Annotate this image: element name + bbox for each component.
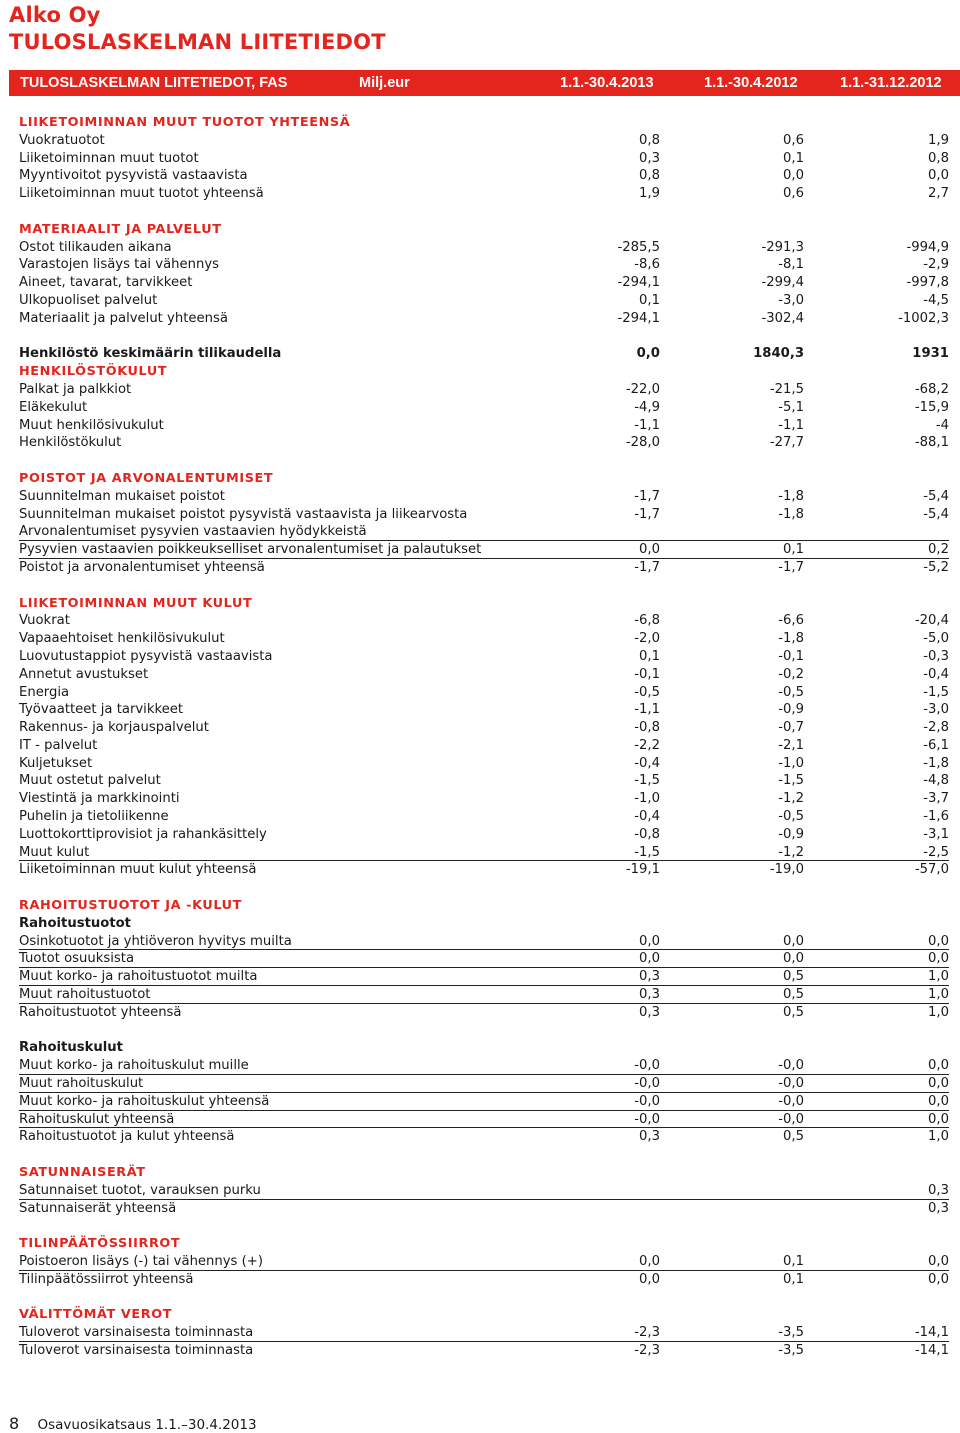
table-header-label: TULOSLASKELMAN LIITETIEDOT, FAS (20, 75, 288, 91)
table-row (19, 790, 949, 808)
table-row (19, 239, 949, 257)
value-cell: 0,1 (639, 648, 660, 664)
value-cell: 0,0 (636, 346, 660, 362)
value-cell: -2,9 (923, 257, 949, 273)
table-row (19, 701, 949, 719)
value-cell: 0,0 (639, 933, 660, 949)
value-cell: -0,3 (923, 648, 949, 664)
row-label: Puhelin ja tietoliikenne (19, 809, 169, 825)
table-row (19, 256, 949, 274)
value-cell: -5,0 (923, 631, 949, 647)
section-heading (19, 470, 949, 488)
spacer-row (19, 328, 949, 346)
table-row (19, 1004, 949, 1022)
subheading-row (19, 345, 949, 363)
row-label: IT - palvelut (19, 737, 98, 753)
value-cell: -1,2 (778, 844, 804, 860)
row-label: Suunnitelman mukaiset poistot (19, 488, 225, 504)
value-cell: 0,0 (928, 1254, 949, 1269)
spacer-row (19, 452, 949, 470)
row-label: Annetut avustukset (19, 666, 149, 682)
table-row (19, 381, 949, 399)
value-cell: -294,1 (617, 275, 660, 291)
value-cell: -3,0 (923, 702, 949, 718)
value-cell: 0,5 (783, 1129, 804, 1145)
value-cell: -0,1 (634, 666, 660, 682)
table-row (19, 612, 949, 630)
row-label: Tilinpäätössiirrot yhteensä (19, 1271, 194, 1287)
spacer-row (19, 879, 949, 897)
value-cell: -0,7 (778, 720, 804, 736)
table-row (19, 292, 949, 310)
value-cell: -1,0 (634, 791, 660, 807)
value-cell: 1,0 (928, 1004, 949, 1020)
value-cell: -5,1 (778, 399, 804, 415)
value-cell: 0,0 (783, 933, 804, 949)
value-cell: -1,8 (778, 631, 804, 647)
row-label: Kuljetukset (19, 755, 93, 771)
row-label: Luovutustappiot pysyvistä vastaavista (19, 648, 273, 664)
value-cell: -0,1 (778, 648, 804, 664)
value-cell: 0,1 (783, 1271, 804, 1287)
value-cell: -1,5 (778, 773, 804, 789)
value-cell: 0,0 (783, 168, 804, 184)
column-header-2012: 1.1.-30.4.2012 (704, 75, 798, 91)
table-row (19, 986, 949, 1004)
table-row (19, 808, 949, 826)
spacer-row (19, 1022, 949, 1040)
value-cell: 0,0 (928, 1271, 949, 1287)
spacer-row (19, 577, 949, 595)
value-cell: -4 (935, 417, 949, 433)
row-label: Muut korko- ja rahoitustuotot muilta (19, 969, 258, 985)
row-label: Poistoeron lisäys (-) tai vähennys (+) (19, 1254, 263, 1269)
row-label: VÄLITTÖMÄT VEROT (19, 1307, 173, 1323)
table-row (19, 167, 949, 185)
section-heading (19, 221, 949, 239)
section-heading (19, 897, 949, 915)
section-heading (19, 1235, 949, 1253)
value-cell: -3,5 (778, 1325, 804, 1341)
row-label: HENKILÖSTÖKULUT (19, 364, 168, 380)
value-cell: 0,0 (639, 542, 660, 558)
value-cell: -8,1 (778, 257, 804, 273)
value-cell: -0,0 (778, 1093, 804, 1109)
table-row (19, 150, 949, 168)
subheading-row (19, 1039, 949, 1057)
row-label: Ostot tilikauden aikana (19, 239, 172, 255)
value-cell: -1,0 (778, 755, 804, 771)
row-label: Rahoitustuotot (19, 915, 131, 931)
value-cell: 0,3 (639, 969, 660, 985)
value-cell: -4,9 (634, 399, 660, 415)
row-label: Rahoituskulut (19, 1040, 123, 1056)
row-label: Tuloverot varsinaisesta toiminnasta (19, 1325, 254, 1341)
value-cell: -6,6 (778, 613, 804, 629)
value-cell: -2,1 (778, 737, 804, 753)
row-label: Liiketoiminnan muut tuotot (19, 150, 199, 166)
row-label: Ulkopuoliset palvelut (19, 292, 158, 308)
value-cell: -1,1 (634, 702, 660, 718)
row-label: LIIKETOIMINNAN MUUT TUOTOT YHTEENSÄ (19, 115, 351, 130)
row-label: Osinkotuotot ja yhtiöveron hyvitys muilta (19, 933, 292, 949)
table-row (19, 1253, 949, 1271)
section-heading (19, 595, 949, 613)
value-cell: -3,7 (923, 791, 949, 807)
value-cell: -5,2 (923, 559, 949, 575)
value-cell: -2,2 (634, 737, 660, 753)
value-cell: -2,8 (923, 720, 949, 736)
value-cell: -291,3 (761, 239, 804, 255)
value-cell: 1840,3 (753, 346, 804, 362)
row-label: Muut henkilösivukulut (19, 417, 164, 433)
value-cell: -57,0 (914, 862, 949, 878)
table-header-unit: Milj.eur (359, 75, 410, 91)
value-cell: -6,8 (634, 613, 660, 629)
value-cell: -0,9 (778, 826, 804, 842)
row-label: Henkilöstökulut (19, 435, 122, 451)
value-cell: -19,1 (625, 862, 660, 878)
table-row (19, 1271, 949, 1289)
value-cell: 0,0 (928, 1058, 949, 1074)
row-label: Pysyvien vastaavien poikkeukselliset arvonalentumiset ja palautukset (19, 542, 482, 558)
value-cell: -3,5 (778, 1342, 804, 1358)
value-cell: -1,8 (778, 506, 804, 522)
section-heading (19, 1306, 949, 1324)
value-cell: -299,4 (761, 275, 804, 291)
row-label: Eläkekulut (19, 399, 88, 415)
table-row (19, 132, 949, 150)
value-cell: -0,0 (778, 1111, 804, 1127)
value-cell: 0,0 (639, 951, 660, 967)
row-label: TILINPÄÄTÖSSIIRROT (19, 1236, 181, 1252)
table-row (19, 719, 949, 737)
row-label: Materiaalit ja palvelut yhteensä (19, 310, 228, 326)
table-row (19, 310, 949, 328)
value-cell: -20,4 (914, 613, 949, 629)
table-row (19, 559, 949, 577)
value-cell: -0,5 (634, 684, 660, 700)
value-cell: -994,9 (906, 239, 949, 255)
row-label: Vuokrat (19, 613, 70, 629)
value-cell: -19,0 (769, 862, 804, 878)
value-cell: 0,5 (783, 1004, 804, 1020)
table-row (19, 434, 949, 452)
value-cell: -1,5 (634, 773, 660, 789)
value-cell: -1,2 (778, 791, 804, 807)
value-cell: 1,0 (928, 987, 949, 1003)
row-label: Rahoituskulut yhteensä (19, 1111, 175, 1127)
value-cell: -1,8 (923, 755, 949, 771)
value-cell: 0,3 (639, 150, 660, 166)
table-row (19, 1182, 949, 1200)
table-row (19, 1324, 949, 1342)
value-cell: -5,4 (923, 488, 949, 504)
value-cell: -28,0 (625, 435, 660, 451)
row-label: Viestintä ja markkinointi (19, 791, 180, 807)
value-cell: -2,3 (634, 1342, 660, 1358)
value-cell: 0,0 (783, 951, 804, 967)
value-cell: 0,0 (928, 168, 949, 184)
row-label: Varastojen lisäys tai vähennys (19, 257, 220, 273)
value-cell: -68,2 (914, 381, 949, 397)
table-header-bar (9, 70, 960, 96)
value-cell: -88,1 (914, 435, 949, 451)
row-label: Vuokratuotot (19, 132, 105, 148)
value-cell: 0,2 (928, 542, 949, 558)
value-cell: 0,0 (928, 951, 949, 967)
value-cell: 0,1 (783, 1254, 804, 1269)
table-row (19, 630, 949, 648)
row-label: Rahoitustuotot yhteensä (19, 1004, 182, 1020)
value-cell: -22,0 (625, 381, 660, 397)
table-row (19, 1342, 949, 1360)
value-cell: -0,8 (634, 720, 660, 736)
table-row (19, 968, 949, 986)
value-cell: -3,0 (778, 292, 804, 308)
footer-text: Osavuosikatsaus 1.1.–30.4.2013 (37, 1417, 257, 1433)
table-row (19, 1200, 949, 1218)
value-cell: -2,3 (634, 1325, 660, 1341)
notes-table (19, 114, 949, 1360)
row-label: Myyntivoitot pysyvistä vastaavista (19, 168, 248, 184)
row-label: LIIKETOIMINNAN MUUT KULUT (19, 595, 253, 611)
table-row (19, 933, 949, 951)
value-cell: 0,3 (928, 1182, 949, 1198)
row-label: Tuloverot varsinaisesta toiminnasta (19, 1342, 254, 1358)
section-heading (19, 1164, 949, 1182)
value-cell: -0,4 (634, 809, 660, 825)
value-cell: 0,8 (639, 132, 660, 148)
row-label: MATERIAALIT JA PALVELUT (19, 221, 222, 237)
table-row (19, 684, 949, 702)
row-label: Muut ostetut palvelut (19, 773, 161, 789)
value-cell: 0,3 (639, 1004, 660, 1020)
row-label: Suunnitelman mukaiset poistot pysyvistä vastaavista ja liikearvosta (19, 506, 468, 522)
value-cell: -3,1 (923, 826, 949, 842)
value-cell: -1,6 (923, 809, 949, 825)
value-cell: -1,8 (778, 488, 804, 504)
value-cell: 0,8 (928, 150, 949, 166)
row-label: Muut korko- ja rahoituskulut yhteensä (19, 1093, 270, 1109)
value-cell: 0,0 (928, 1111, 949, 1127)
page-footer (9, 1414, 257, 1433)
column-header-2013: 1.1.-30.4.2013 (560, 75, 654, 91)
value-cell: -0,2 (778, 666, 804, 682)
value-cell: -1,1 (778, 417, 804, 433)
value-cell: -1002,3 (898, 310, 949, 326)
value-cell: -0,5 (778, 684, 804, 700)
section-heading (19, 363, 949, 381)
row-label: RAHOITUSTUOTOT JA -KULUT (19, 898, 242, 914)
table-row (19, 950, 949, 968)
value-cell: -0,5 (778, 809, 804, 825)
value-cell: -0,0 (778, 1076, 804, 1092)
value-cell: -0,4 (634, 755, 660, 771)
value-cell: -21,5 (769, 381, 804, 397)
value-cell: -285,5 (617, 239, 660, 255)
value-cell: -4,5 (923, 292, 949, 308)
value-cell: -997,8 (906, 275, 949, 291)
row-label: Luottokorttiprovisiot ja rahankäsittely (19, 826, 267, 842)
value-cell: 0,8 (639, 168, 660, 184)
row-label: Tuotot osuuksista (19, 951, 135, 967)
value-cell: -1,5 (634, 844, 660, 860)
table-row (19, 755, 949, 773)
row-label: Muut rahoituskulut (19, 1076, 144, 1092)
value-cell: -0,4 (923, 666, 949, 682)
value-cell: -0,0 (634, 1058, 660, 1074)
row-label: Muut korko- ja rahoituskulut muille (19, 1058, 249, 1074)
value-cell: 0,1 (639, 292, 660, 308)
value-cell: -0,0 (634, 1076, 660, 1092)
value-cell: 0,0 (639, 1271, 660, 1287)
value-cell: -14,1 (914, 1342, 949, 1358)
row-label: Henkilöstö keskimäärin tilikaudella (19, 346, 282, 362)
page-title: TULOSLASKELMAN LIITETIEDOT (9, 30, 386, 54)
table-row (19, 1093, 949, 1111)
value-cell: 1931 (912, 346, 949, 362)
value-cell: 0,6 (783, 186, 804, 202)
spacer-row (19, 203, 949, 221)
value-cell: -1,1 (634, 417, 660, 433)
value-cell: -1,7 (634, 506, 660, 522)
value-cell: 0,0 (928, 1076, 949, 1092)
table-row (19, 666, 949, 684)
row-label: Rakennus- ja korjauspalvelut (19, 720, 209, 736)
value-cell: -0,8 (634, 826, 660, 842)
value-cell: -294,1 (617, 310, 660, 326)
value-cell: 0,1 (783, 542, 804, 558)
section-heading (19, 114, 949, 132)
value-cell: 0,3 (639, 1129, 660, 1145)
table-row (19, 772, 949, 790)
table-row (19, 844, 949, 862)
page-number: 8 (9, 1414, 20, 1433)
table-row (19, 541, 949, 559)
value-cell: 1,9 (639, 186, 660, 202)
value-cell: -14,1 (914, 1325, 949, 1341)
table-row (19, 648, 949, 666)
row-label: SATUNNAISERÄT (19, 1165, 146, 1181)
row-label: Energia (19, 684, 70, 700)
value-cell: -0,0 (634, 1111, 660, 1127)
table-row (19, 1075, 949, 1093)
spacer-row (19, 1289, 949, 1307)
row-label: Liiketoiminnan muut kulut yhteensä (19, 862, 257, 878)
value-cell: -0,9 (778, 702, 804, 718)
row-label: Muut kulut (19, 844, 90, 860)
value-cell: -2,0 (634, 631, 660, 647)
table-row (19, 506, 949, 524)
table-row (19, 737, 949, 755)
spacer-row (19, 1146, 949, 1164)
value-cell: 0,3 (639, 987, 660, 1003)
company-name: Alko Oy (9, 3, 101, 27)
value-cell: -0,0 (778, 1058, 804, 1074)
value-cell: 1,0 (928, 1129, 949, 1145)
value-cell: -1,5 (923, 684, 949, 700)
column-header-full-2012: 1.1.-31.12.2012 (840, 75, 942, 91)
value-cell: 0,0 (928, 933, 949, 949)
row-label: Arvonalentumiset pysyvien vastaavien hyödykkeistä (19, 524, 367, 540)
value-cell: -15,9 (914, 399, 949, 415)
table-row (19, 826, 949, 844)
value-cell: -0,0 (634, 1093, 660, 1109)
table-row (19, 1111, 949, 1129)
value-cell: -8,6 (634, 257, 660, 273)
row-label: Palkat ja palkkiot (19, 381, 132, 397)
value-cell: 0,3 (928, 1200, 949, 1216)
row-label: Vapaaehtoiset henkilösivukulut (19, 631, 225, 647)
value-cell: 0,0 (928, 1093, 949, 1109)
row-label: Rahoitustuotot ja kulut yhteensä (19, 1129, 235, 1145)
value-cell: 0,5 (783, 987, 804, 1003)
table-row (19, 1128, 949, 1146)
value-cell: 0,1 (783, 150, 804, 166)
value-cell: -1,7 (634, 488, 660, 504)
value-cell: -5,4 (923, 506, 949, 522)
row-label: Poistot ja arvonalentumiset yhteensä (19, 559, 265, 575)
value-cell: 0,6 (783, 132, 804, 148)
value-cell: -1,7 (778, 559, 804, 575)
table-row (19, 417, 949, 435)
row-label: Satunnaiset tuotot, varauksen purku (19, 1182, 261, 1198)
table-row (19, 399, 949, 417)
value-cell: 0,5 (783, 969, 804, 985)
subheading-row (19, 915, 949, 933)
value-cell: -2,5 (923, 844, 949, 860)
table-row (19, 523, 949, 541)
table-row (19, 185, 949, 203)
value-cell: 1,0 (928, 969, 949, 985)
value-cell: 1,9 (928, 132, 949, 148)
row-label: Muut rahoitustuotot (19, 987, 151, 1003)
row-label: Satunnaiserät yhteensä (19, 1200, 177, 1216)
table-row (19, 274, 949, 292)
row-label: Työvaatteet ja tarvikkeet (19, 702, 184, 718)
row-label: Aineet, tavarat, tarvikkeet (19, 275, 193, 291)
table-row (19, 488, 949, 506)
table-row (19, 1057, 949, 1075)
value-cell: -6,1 (923, 737, 949, 753)
value-cell: 0,0 (639, 1254, 660, 1269)
value-cell: -4,8 (923, 773, 949, 789)
spacer-row (19, 1217, 949, 1235)
value-cell: -27,7 (769, 435, 804, 451)
value-cell: -1,7 (634, 559, 660, 575)
row-label: Liiketoiminnan muut tuotot yhteensä (19, 186, 264, 202)
table-row (19, 861, 949, 879)
value-cell: 2,7 (928, 186, 949, 202)
value-cell: -302,4 (761, 310, 804, 326)
row-label: POISTOT JA ARVONALENTUMISET (19, 470, 274, 486)
